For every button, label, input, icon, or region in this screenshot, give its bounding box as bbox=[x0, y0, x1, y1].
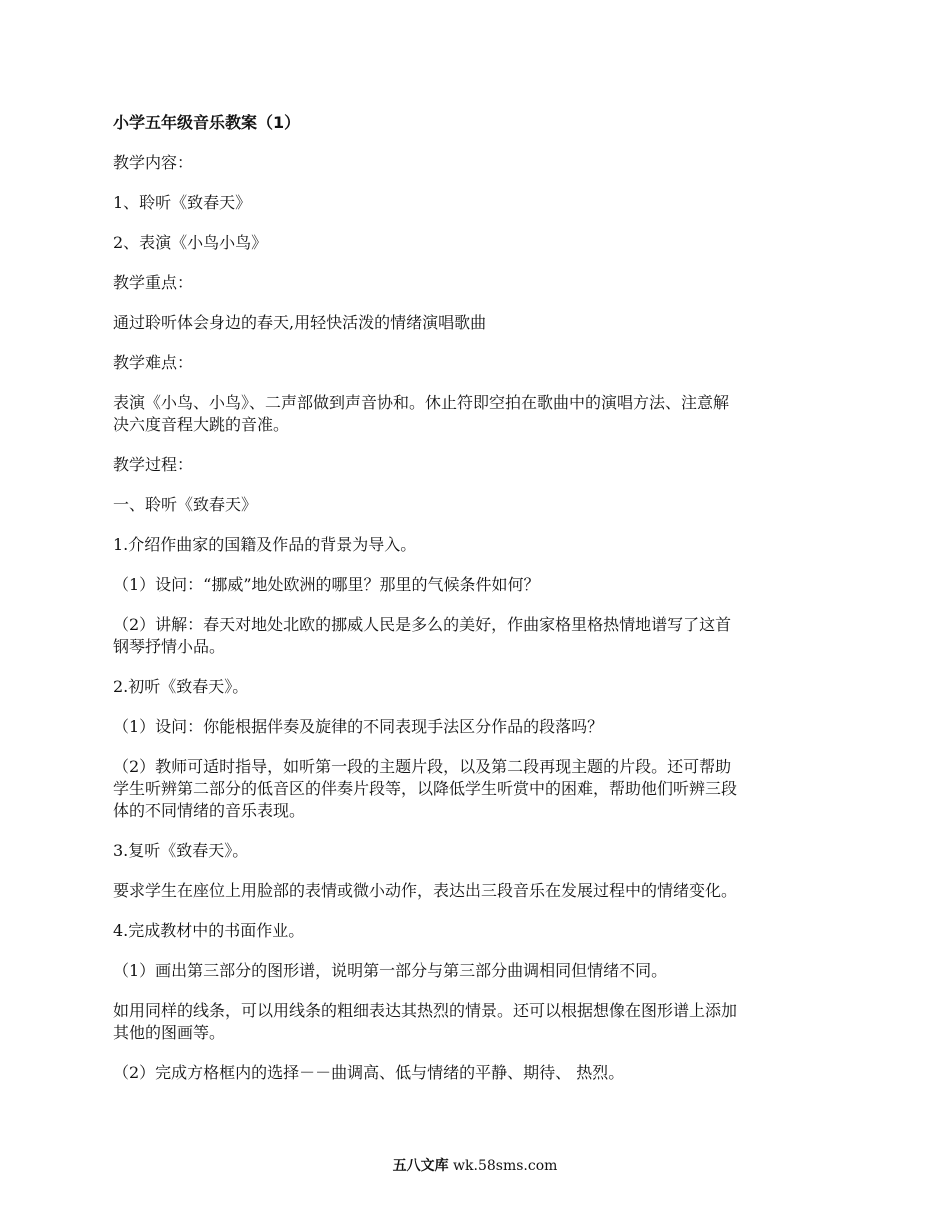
step-3: 3.复听《致春天》。 bbox=[113, 841, 249, 860]
step-4: 4.完成教材中的书面作业。 bbox=[113, 921, 305, 940]
section-label-process: 教学过程： bbox=[113, 455, 194, 474]
step-1-sub-2: （2）讲解：春天对地处北欧的挪威人民是多么的美好，作曲家格里格热情地谱写了这首 钢琴抒情小品。 bbox=[113, 615, 732, 656]
footer-site: wk.58sms.com bbox=[448, 1158, 558, 1174]
difficulties-text: 表演《小鸟、小鸟》、二声部做到声音协和。休止符即空拍在歌曲中的演唱方法、注意解 决六度音程大跳的音准。 bbox=[113, 393, 730, 434]
step-4-sub-2: （2）完成方格框内的选择－－曲调高、低与情绪的平静、期待、 热烈。 bbox=[113, 1063, 625, 1082]
key-points-text: 通过聆听体会身边的春天,用轻快活泼的情绪演唱歌曲 bbox=[113, 313, 487, 332]
content-item-2: 2、表演《小鸟小鸟》 bbox=[113, 233, 268, 252]
step-1: 1.介绍作曲家的国籍及作品的背景为导入。 bbox=[113, 535, 417, 554]
page-footer bbox=[0, 1156, 950, 1176]
content-item-1: 1、聆听《致春天》 bbox=[113, 193, 252, 212]
step-1-sub-1: （1）设问：“挪威”地处欧洲的哪里？那里的气候条件如何？ bbox=[113, 575, 540, 594]
document-body bbox=[113, 112, 843, 1102]
section-label-content: 教学内容： bbox=[113, 153, 194, 172]
document-title: 小学五年级音乐教案（1） bbox=[113, 113, 301, 132]
step-3-text: 要求学生在座位上用脸部的表情或微小动作，表达出三段音乐在发展过程中的情绪变化。 bbox=[113, 881, 738, 900]
footer-brand: 五八文库 bbox=[392, 1158, 449, 1174]
section-label-key-points: 教学重点： bbox=[113, 273, 194, 292]
step-2-sub-1: （1）设问：你能根据伴奏及旋律的不同表现手法区分作品的段落吗？ bbox=[113, 717, 604, 736]
step-2: 2.初听《致春天》。 bbox=[113, 677, 249, 696]
step-2-sub-2: （2）教师可适时指导，如听第一段的主题片段，以及第二段再现主题的片段。还可帮助 学生听辨第二部分的低音区的伴奏片段等，以降低学生听赏中的困难，帮助他们听辨三段 体的不同情绪的音乐表现。 bbox=[113, 757, 738, 820]
step-4-sub-1: （1）画出第三部分的图形谱，说明第一部分与第三部分曲调相同但情绪不同。 bbox=[113, 961, 668, 980]
step-4-note: 如用同样的线条，可以用线条的粗细表达其热烈的情景。还可以根据想像在图形谱上添加 其他的图画等。 bbox=[113, 1001, 738, 1042]
process-heading-1: 一、聆听《致春天》 bbox=[113, 495, 258, 514]
section-label-difficulties: 教学难点： bbox=[113, 353, 194, 372]
